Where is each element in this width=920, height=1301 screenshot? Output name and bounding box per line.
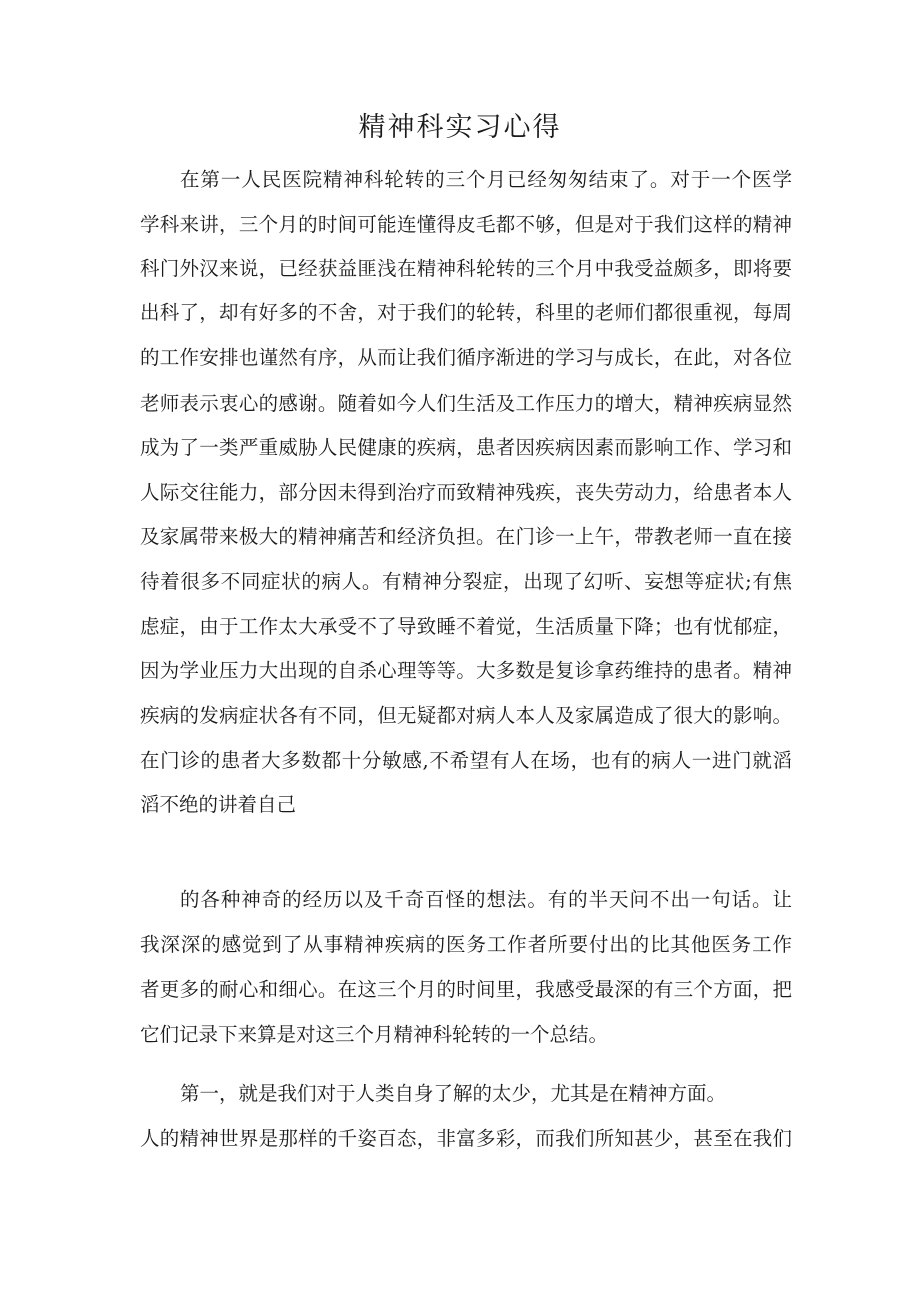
paragraph-line: 成为了一类严重威胁人民健康的疾病，患者因疾病因素而影响工作、学习和 — [140, 436, 792, 459]
paragraph-line: 学科来讲，三个月的时间可能连懂得皮毛都不够，但是对于我们这样的精神 — [140, 213, 792, 236]
paragraph-line: 虑症，由于工作太大承受不了导致睡不着觉，生活质量下降；也有忧郁症， — [140, 615, 792, 638]
document-title: 精神科实习心得 — [358, 112, 562, 143]
paragraph-line: 出科了，却有好多的不舍，对于我们的轮转，科里的老师们都很重视，每周 — [140, 301, 792, 324]
paragraph-line: 第一，就是我们对于人类自身了解的太少，尤其是在精神方面。 — [180, 1082, 727, 1105]
paragraph-line: 滔不绝的讲着自己 — [140, 793, 297, 816]
paragraph-line: 我深深的感觉到了从事精神疾病的医务工作者所要付出的比其他医务工作 — [140, 933, 792, 956]
paragraph-line: 因为学业压力大出现的自杀心理等等。大多数是复诊拿药维持的患者。精神 — [140, 659, 792, 682]
paragraph-line: 老师表示衷心的感谢。随着如今人们生活及工作压力的增大，精神疾病显然 — [140, 392, 792, 415]
paragraph-line: 它们记录下来算是对这三个月精神科轮转的一个总结。 — [140, 1023, 609, 1046]
paragraph-line: 的工作安排也谨然有序，从而让我们循序渐进的学习与成长，在此，对各位 — [140, 346, 792, 369]
paragraph-line: 人的精神世界是那样的千姿百态，非富多彩，而我们所知甚少，甚至在我们 — [140, 1127, 792, 1150]
paragraph-line: 在门诊的患者大多数都十分敏感,不希望有人在场，也有的病人一进门就滔 — [140, 749, 792, 772]
paragraph-line: 待着很多不同症状的病人。有精神分裂症，出现了幻听、妄想等症状;有焦 — [140, 570, 792, 593]
paragraph-line: 疾病的发病症状各有不同，但无疑都对病人本人及家属造成了很大的影响。 — [140, 704, 792, 727]
paragraph-line: 的各种神奇的经历以及千奇百怪的想法。有的半天问不出一句话。让 — [180, 888, 792, 911]
paragraph-line: 在第一人民医院精神科轮转的三个月已经匆匆结束了。对于一个医学 — [180, 168, 792, 191]
paragraph-line: 及家属带来极大的精神痛苦和经济负担。在门诊一上午，带教老师一直在接 — [140, 525, 792, 548]
paragraph-line: 科门外汉来说，已经获益匪浅在精神科轮转的三个月中我受益颇多，即将要 — [140, 257, 792, 280]
paragraph-line: 者更多的耐心和细心。在这三个月的时间里，我感受最深的有三个方面，把 — [140, 978, 792, 1001]
paragraph-line: 人际交往能力，部分因未得到治疗而致精神残疾，丧失劳动力，给患者本人 — [140, 481, 792, 504]
